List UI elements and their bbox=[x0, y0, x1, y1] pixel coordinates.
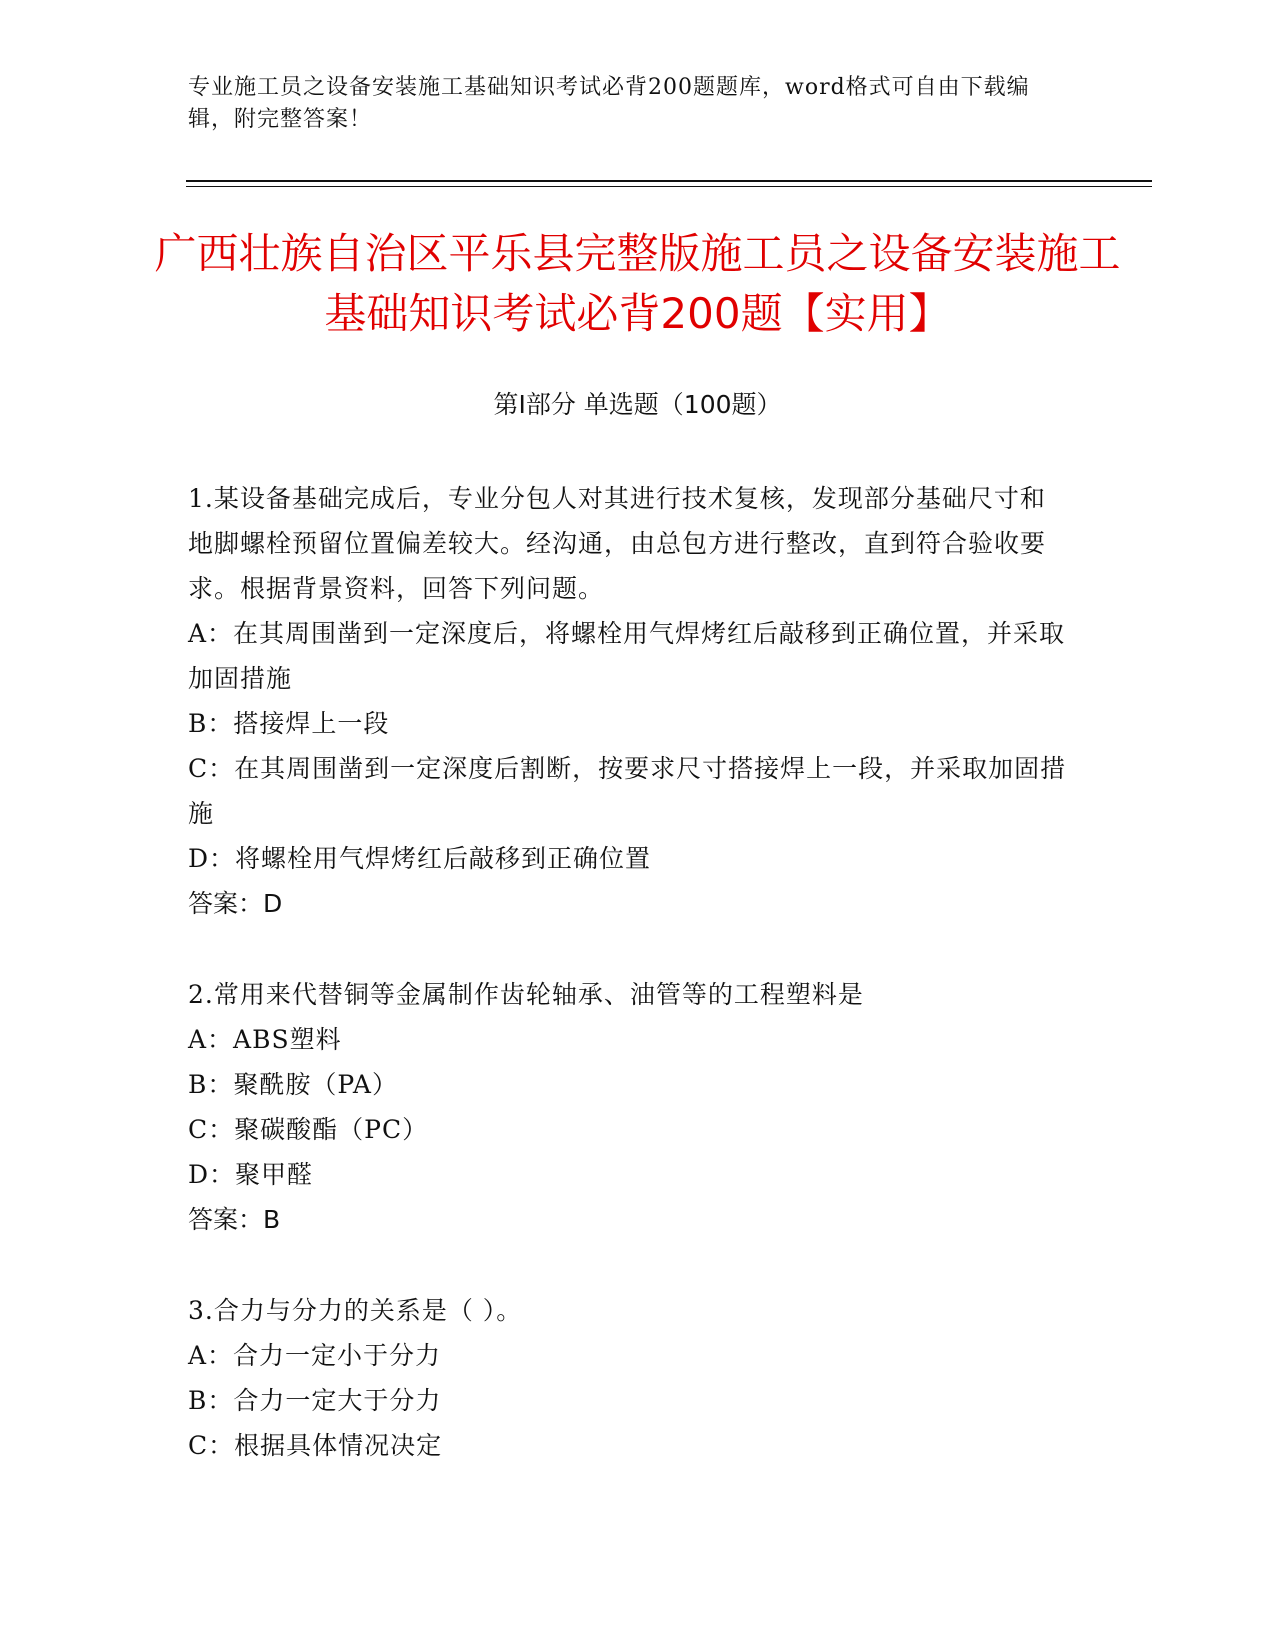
option-d: D：聚甲醛 bbox=[188, 1160, 314, 1189]
option-b: B：搭接焊上一段 bbox=[188, 709, 390, 738]
option-d: D：将螺栓用气焊烤红后敲移到正确位置 bbox=[188, 844, 652, 873]
question-stem: 1.某设备基础完成后，专业分包人对其进行技术复核，发现部分基础尺寸和地脚螺栓预留位置偏差较大。经沟通，由总包方进行整改，直到符合验收要求。根据背景资料，回答下列问题。 bbox=[188, 484, 1047, 603]
option-b: B：合力一定大于分力 bbox=[188, 1386, 442, 1415]
option-b: B：聚酰胺（PA） bbox=[188, 1070, 398, 1099]
section-heading: 第Ⅰ部分 单选题（100题） bbox=[493, 390, 782, 419]
option-a: A：合力一定小于分力 bbox=[188, 1341, 442, 1370]
option-a: A：在其周围凿到一定深度后，将螺栓用气焊烤红后敲移到正确位置，并采取加固措施 bbox=[188, 619, 1066, 693]
option-c: C：在其周围凿到一定深度后割断，按要求尺寸搭接焊上一段，并采取加固措施 bbox=[188, 754, 1067, 828]
answer: 答案：B bbox=[188, 1205, 281, 1234]
question-stem: 2.常用来代替铜等金属制作齿轮轴承、油管等的工程塑料是 bbox=[188, 980, 864, 1009]
option-c: C：根据具体情况决定 bbox=[188, 1431, 443, 1460]
question-2 bbox=[188, 972, 1068, 1242]
question-stem: 3.合力与分力的关系是（ ）。 bbox=[188, 1296, 523, 1325]
document-title: 广西壮族自治区平乐县完整版施工员之设备安装施工基础知识考试必背200题【实用】 bbox=[154, 229, 1121, 338]
question-3 bbox=[188, 1288, 1068, 1468]
option-c: C：聚碳酸酯（PC） bbox=[188, 1115, 429, 1144]
header-note: 专业施工员之设备安装施工基础知识考试必背200题题库，word格式可自由下载编辑，附完整答案！ bbox=[188, 75, 1030, 132]
header-rule-thin bbox=[186, 186, 1152, 187]
answer: 答案：D bbox=[188, 889, 283, 918]
question-list bbox=[188, 476, 1068, 1514]
option-a: A：ABS塑料 bbox=[188, 1025, 342, 1054]
question-1 bbox=[188, 476, 1068, 926]
header-rule-thick bbox=[186, 180, 1152, 182]
